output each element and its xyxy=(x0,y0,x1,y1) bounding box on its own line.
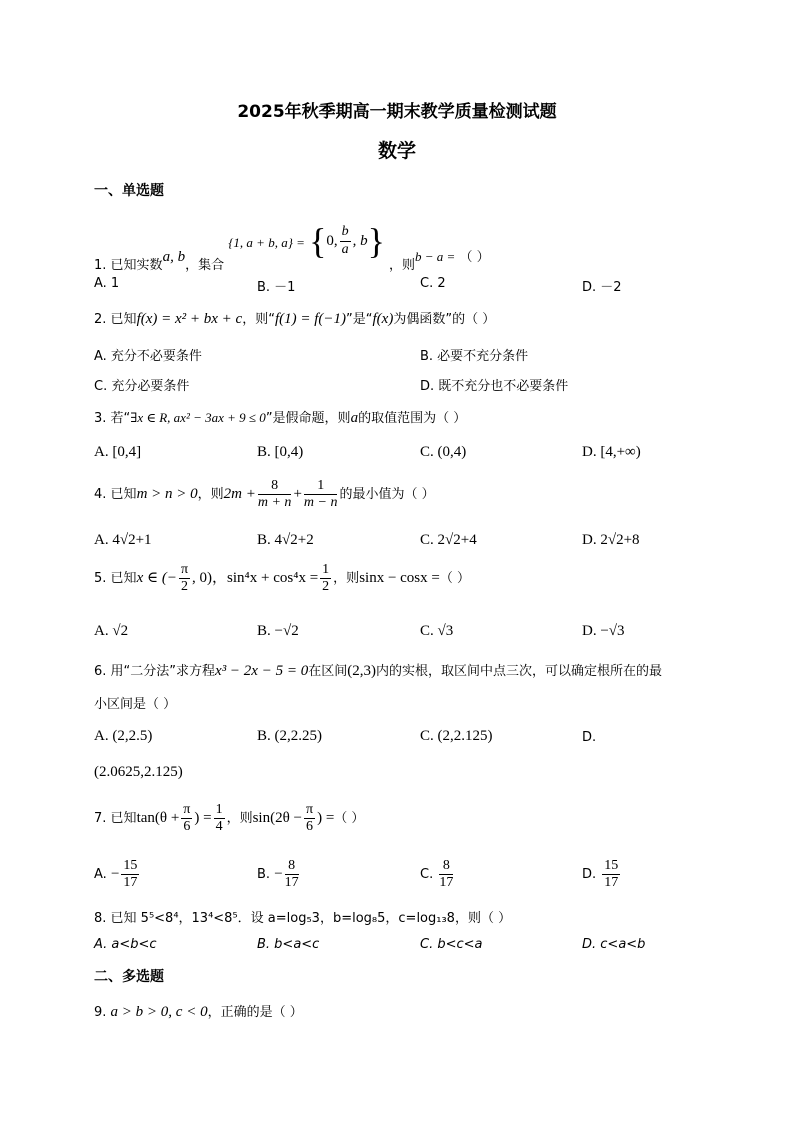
question-text: ”是假命题，则 xyxy=(265,411,351,426)
math-equation: x³ − 2x − 5 = 0 xyxy=(215,663,309,679)
question-7 xyxy=(94,802,364,835)
question-4 xyxy=(94,478,435,511)
option-d: D. 2√2+8 xyxy=(582,532,640,548)
fraction-numerator: 1 xyxy=(304,478,338,495)
fraction-denominator: 17 xyxy=(123,875,138,891)
fraction-denominator: 17 xyxy=(604,875,619,891)
option-c: C. √3 xyxy=(420,623,454,639)
question-text: ，集合 xyxy=(185,257,225,273)
question-8 xyxy=(94,907,511,926)
answer-paren: （ ） xyxy=(439,571,470,587)
option-b: B. 4√2+2 xyxy=(257,532,314,548)
question-text: 在区间 xyxy=(308,664,348,679)
math-expr: sinx − cosx = xyxy=(359,570,440,587)
fraction-numerator: b xyxy=(340,224,351,241)
math-close: ) = xyxy=(194,810,212,827)
math-condition: m > n > 0 xyxy=(136,486,198,503)
question-number: 2. xyxy=(94,312,107,327)
question-number: 6. xyxy=(94,664,107,679)
fraction-numerator: 1 xyxy=(214,802,225,819)
question-text: ，则“ xyxy=(242,312,275,327)
option-d: D. xyxy=(582,730,597,745)
math-domain-end: , 0) xyxy=(192,570,213,587)
question-text: 已知 xyxy=(110,571,137,587)
math-proposition: ∃x ∈ R, ax² − 3ax + 9 ≤ 0 xyxy=(130,410,266,425)
option-b: B. 必要不充分条件 xyxy=(420,349,529,364)
option-a: A. √2 xyxy=(94,623,129,639)
question-text: 为偶函数”的（ ） xyxy=(393,312,496,327)
option-d: D. c<a<b xyxy=(582,937,646,952)
option-label: D. xyxy=(582,867,597,883)
fraction-denominator: 2 xyxy=(322,579,330,595)
math-equation: ，sin⁴x + cos⁴x = xyxy=(212,570,319,587)
math-sin: sin(2θ − xyxy=(252,810,302,827)
option-c: C. (2,2.125) xyxy=(420,728,493,744)
option-a xyxy=(94,858,141,891)
option-b xyxy=(257,858,301,891)
question-text: 用“二分法”求方程 xyxy=(110,664,216,679)
option-d-value: (2.0625,2.125) xyxy=(94,764,183,780)
question-text: 已知 xyxy=(110,487,137,503)
question-3 xyxy=(94,407,466,427)
question-text: ，则 xyxy=(389,257,416,273)
fraction-numerator: 8 xyxy=(285,858,299,875)
fraction-numerator: π xyxy=(304,802,315,819)
math-fraction xyxy=(214,802,225,835)
math-vars: a, b xyxy=(162,248,186,265)
math-function: f(x) = x² + bx + c xyxy=(136,311,243,327)
math-fraction xyxy=(602,858,620,891)
question-number: 4. xyxy=(94,487,107,503)
option-b: B. b<a<c xyxy=(257,937,320,952)
question-text: 已知 xyxy=(110,811,137,827)
math-condition: a > b > 0, c < 0 xyxy=(110,1004,208,1020)
question-6 xyxy=(94,660,662,680)
math-fraction xyxy=(340,224,351,257)
option-label: C. xyxy=(420,867,434,883)
answer-paren: （ ） xyxy=(334,811,365,827)
question-text: ”是“ xyxy=(346,312,373,327)
question-number: 3. xyxy=(94,411,107,426)
option-c: C. 2√2+4 xyxy=(420,532,477,548)
math-set-end: , b xyxy=(352,232,368,249)
math-set-inner: 0, xyxy=(326,232,338,249)
question-text: 已知 xyxy=(110,312,137,327)
question-5 xyxy=(94,562,470,595)
fraction-denominator: 17 xyxy=(284,875,299,891)
fraction-denominator: m + n xyxy=(257,495,292,511)
right-brace: } xyxy=(367,221,385,261)
math-close: ) = xyxy=(317,810,335,827)
question-text: 若“ xyxy=(110,411,131,426)
math-condition-2: f(x) xyxy=(372,311,394,327)
option-a: A. [0,4] xyxy=(94,444,142,460)
math-plus: + xyxy=(293,486,302,503)
math-fraction xyxy=(304,802,315,835)
fraction-denominator: a xyxy=(341,241,349,257)
question-text: 内的实根，取区间中点三次，可以确定根所在的最 xyxy=(375,664,662,679)
fraction-numerator: 8 xyxy=(439,858,453,875)
section-heading-multiple-choice: 二、多选题 xyxy=(94,969,164,985)
exam-title: 2025年秋季期高一期末教学质量检测试题 xyxy=(237,102,557,122)
question-2 xyxy=(94,308,495,328)
option-c xyxy=(420,858,455,891)
fraction-denominator: 2 xyxy=(180,579,188,595)
fraction-denominator: 6 xyxy=(306,819,314,835)
math-fraction xyxy=(121,858,139,891)
math-set-left: {1, a + b, a} = xyxy=(228,234,305,250)
fraction-denominator: 6 xyxy=(183,819,191,835)
option-sign: − xyxy=(110,866,120,883)
math-domain: x ∈ (− xyxy=(136,570,177,587)
question-number: 9. xyxy=(94,1005,107,1020)
option-d: D. －2 xyxy=(582,280,622,295)
question-text: 的最小值为（ ） xyxy=(339,487,435,503)
option-c: C. b<c<a xyxy=(420,937,483,952)
math-fraction xyxy=(439,858,453,891)
option-label: B. xyxy=(257,867,271,883)
math-fraction xyxy=(258,478,292,511)
math-condition: f(1) = f(−1) xyxy=(274,311,347,327)
option-c: C. (0,4) xyxy=(420,444,467,460)
subject-title: 数学 xyxy=(377,140,416,162)
option-b: B. (2,2.25) xyxy=(257,728,322,744)
math-interval: (2,3) xyxy=(347,663,376,679)
fraction-numerator: 15 xyxy=(121,858,139,875)
question-number: 1. xyxy=(94,257,107,273)
option-d: D. −√3 xyxy=(582,623,625,639)
question-text: ，正确的是（ ） xyxy=(207,1005,303,1020)
question-number: 8. xyxy=(94,911,107,926)
option-a: A. 4√2+1 xyxy=(94,532,152,548)
option-a: A. a<b<c xyxy=(94,937,157,952)
question-number: 5. xyxy=(94,571,107,587)
option-a: A. 充分不必要条件 xyxy=(94,349,202,364)
math-expr: b − a = xyxy=(415,248,456,264)
math-expr: 2m + xyxy=(223,486,256,503)
question-text: 已知实数 xyxy=(110,257,163,273)
fraction-numerator: π xyxy=(179,562,190,579)
math-fraction xyxy=(179,562,190,595)
question-text: 已知 5⁵<8⁴，13⁴<8⁵．设 a=log₅3，b=log₈5，c=log₁₃8，则（ ） xyxy=(110,911,512,926)
fraction-denominator: 4 xyxy=(215,819,223,835)
option-sign: − xyxy=(274,866,283,883)
section-heading-single-choice: 一、单选题 xyxy=(94,183,164,199)
option-d xyxy=(582,858,622,891)
option-b: B. −√2 xyxy=(257,623,299,639)
option-c: C. 充分必要条件 xyxy=(94,379,190,394)
math-fraction xyxy=(304,478,338,511)
fraction-denominator: 17 xyxy=(439,875,454,891)
fraction-numerator: 8 xyxy=(258,478,292,495)
fraction-denominator: m − n xyxy=(303,495,338,511)
fraction-numerator: π xyxy=(181,802,192,819)
question-text: 的取值范围为（ ） xyxy=(358,411,467,426)
fraction-numerator: 15 xyxy=(602,858,620,875)
option-a: A. (2,2.5) xyxy=(94,728,153,744)
question-6-continued: 小区间是（ ） xyxy=(94,697,177,712)
math-fraction xyxy=(285,858,299,891)
math-fraction xyxy=(320,562,331,595)
math-tan: tan(θ + xyxy=(136,810,180,827)
question-text: ，则 xyxy=(197,487,224,503)
fraction-numerator: 1 xyxy=(320,562,331,579)
option-b: B. －1 xyxy=(257,280,296,295)
left-brace: { xyxy=(309,221,327,261)
math-var: a xyxy=(350,410,359,426)
option-d: D. [4,+∞) xyxy=(582,444,641,460)
option-c: C. 2 xyxy=(420,276,446,291)
question-9 xyxy=(94,1001,303,1021)
question-number: 7. xyxy=(94,811,107,827)
option-a: A. 1 xyxy=(94,276,120,291)
question-text: ，则 xyxy=(226,811,253,827)
answer-paren: （ ） xyxy=(459,249,490,265)
question-1 xyxy=(94,214,490,273)
option-label: A. xyxy=(94,867,107,883)
question-text: ，则 xyxy=(333,571,360,587)
math-fraction xyxy=(181,802,192,835)
option-b: B. [0,4) xyxy=(257,444,304,460)
option-d: D. 既不充分也不必要条件 xyxy=(420,379,569,394)
